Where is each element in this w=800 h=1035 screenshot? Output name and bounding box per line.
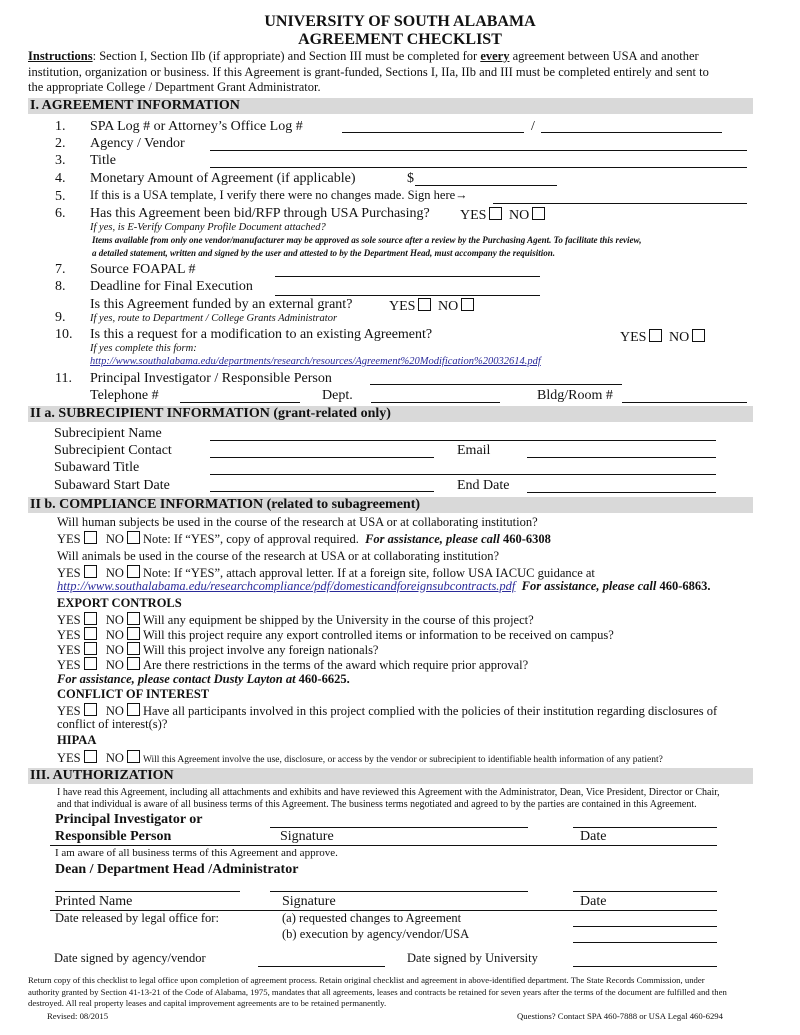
- dept-label: Dept.: [322, 388, 353, 403]
- pi-date-field[interactable]: [573, 827, 717, 828]
- external-grant-options: YES NO: [389, 298, 477, 314]
- yes-checkbox[interactable]: [418, 298, 431, 311]
- subaward-title-field[interactable]: [210, 474, 716, 475]
- monetary-label: Monetary Amount of Agreement (if applicable): [90, 171, 356, 186]
- subrecipient-contact-label: Subrecipient Contact: [54, 443, 172, 458]
- no-checkbox[interactable]: [127, 703, 140, 716]
- yes-checkbox[interactable]: [649, 329, 662, 342]
- pi-signer-label-2: Responsible Person: [55, 829, 172, 844]
- instructions-line-3: the appropriate College / Department Grant Administrator.: [28, 80, 321, 94]
- document-subtitle: AGREEMENT CHECKLIST: [298, 31, 502, 48]
- yes-checkbox[interactable]: [84, 703, 97, 716]
- sole-source-note-2: a detailed statement, written and signed by the user and attested to by the Department Head, must accompany the requisition.: [92, 248, 556, 258]
- university-signed-label: Date signed by University: [407, 951, 538, 965]
- no-checkbox[interactable]: [127, 750, 140, 763]
- export-q3: YES NO Will this project involve any foreign nationals?: [57, 643, 379, 657]
- item-number: 10.: [55, 327, 73, 342]
- pi-signer-label: Principal Investigator or: [55, 812, 203, 827]
- footer-text-2: authority granted by Section 41-13-21 of the Code of Alabama, 1975, mandates that all agreements, leases and contracts be retained for seven years after the terms of the document are fulfilled and then: [28, 987, 727, 997]
- telephone-label: Telephone #: [90, 388, 159, 403]
- no-checkbox[interactable]: [127, 642, 140, 655]
- footer-text-3: destroyed. All real property leases and capital improvement agreements are to be retained permanently.: [28, 998, 387, 1008]
- template-verify-label: If this is a USA template, I verify there were no changes made. Sign here→: [90, 188, 468, 202]
- authorization-text-2: and that individual is aware of all business terms of this Agreement. The business terms negotiated and agreed to by the parties are contained in this Agreement.: [57, 799, 697, 810]
- footer-text-1: Return copy of this checklist to legal office upon completion of agreement process. Retain original checklist and agreement in above-identified department. The State Records Commission, under: [28, 975, 705, 985]
- authorization-text-1: I have read this Agreement, including all attachments and exhibits and have reviewed this Agreement with the Administrator, Dean, Vice President, Director or Chair,: [57, 787, 720, 798]
- email-label: Email: [457, 443, 491, 458]
- monetary-field[interactable]: [415, 185, 557, 186]
- dept-field[interactable]: [371, 402, 500, 403]
- instructions-line-2: institution, organization or business. If this Agreement is grant-funded, Sections I, IIa, IIb and III must be completed entirely and sent to: [28, 65, 709, 79]
- released-option-b: (b) execution by agency/vendor/USA: [282, 927, 470, 941]
- title-field[interactable]: [210, 167, 747, 168]
- item-number: 8.: [55, 279, 66, 294]
- iacuc-line: http://www.southalabama.edu/researchcompliance/pdf/domesticandforeignsubcontracts.pdf For assistance, please call 460-6863.: [57, 579, 711, 593]
- title-label: Title: [90, 153, 116, 168]
- no-checkbox[interactable]: [127, 612, 140, 625]
- yes-checkbox[interactable]: [84, 612, 97, 625]
- item-number: 2.: [55, 136, 66, 151]
- no-checkbox[interactable]: [127, 657, 140, 670]
- subrecipient-name-label: Subrecipient Name: [54, 426, 162, 441]
- yes-checkbox[interactable]: [84, 642, 97, 655]
- foapal-field[interactable]: [275, 276, 540, 277]
- email-field[interactable]: [527, 457, 716, 458]
- date-label: Date: [580, 894, 607, 909]
- coi-question-cont: conflict of interest(s)?: [57, 717, 168, 731]
- grant-route-note: If yes, route to Department / College Grants Administrator: [90, 313, 338, 324]
- bldg-room-label: Bldg/Room #: [537, 388, 613, 403]
- released-a-date-field[interactable]: [573, 926, 717, 927]
- end-date-label: End Date: [457, 478, 510, 493]
- pi-label: Principal Investigator / Responsible Person: [90, 371, 332, 386]
- aware-text: I am aware of all business terms of this Agreement and approve.: [55, 847, 338, 859]
- dean-date-field[interactable]: [573, 891, 717, 892]
- signature-label: Signature: [280, 829, 334, 844]
- section-3-header: III. AUTHORIZATION: [28, 768, 753, 784]
- released-option-a: (a) requested changes to Agreement: [282, 911, 462, 925]
- dean-label: Dean / Department Head /Administrator: [55, 862, 299, 877]
- released-label: Date released by legal office for:: [55, 911, 219, 925]
- yes-checkbox[interactable]: [84, 657, 97, 670]
- export-q4: YES NO Are there restrictions in the terms of the award which require prior approval?: [57, 658, 529, 672]
- revised-date: Revised: 08/2015: [47, 1011, 109, 1021]
- instructions-line-1: Instructions: Section I, Section IIb (if appropriate) and Section III must be completed for every agreement between USA and another: [28, 49, 699, 63]
- export-q2: YES NO Will this project require any export controlled items or information to be received on campus?: [57, 628, 614, 642]
- sole-source-note-1: Items available from only one vendor/manufacturer may be approved as sole source after a review by the Purchasing Agent. To facilitate this review,: [92, 235, 642, 245]
- pi-field[interactable]: [370, 384, 622, 385]
- yes-checkbox[interactable]: [84, 750, 97, 763]
- date-label: Date: [580, 829, 607, 844]
- university-signed-field[interactable]: [573, 966, 717, 967]
- no-checkbox[interactable]: [127, 627, 140, 640]
- no-checkbox[interactable]: [532, 207, 545, 220]
- subrecipient-name-field[interactable]: [210, 440, 716, 441]
- section-2b-header: II b. COMPLIANCE INFORMATION (related to subagreement): [28, 497, 753, 513]
- export-q1: YES NO Will any equipment be shipped by the University in the course of this project?: [57, 613, 534, 627]
- human-subjects-options: YES NO Note: If “YES”, copy of approval required. For assistance, please call 460-6308: [57, 532, 551, 546]
- no-checkbox[interactable]: [127, 565, 140, 578]
- signature-label: Signature: [282, 894, 336, 909]
- subrecipient-contact-field[interactable]: [210, 457, 434, 458]
- bid-rfp-options: YES NO: [460, 207, 548, 223]
- yes-checkbox[interactable]: [489, 207, 502, 220]
- item-number: 4.: [55, 171, 66, 186]
- coi-question: YES NO Have all participants involved in this project complied with the policies of their institution regarding disclosures of: [57, 704, 718, 718]
- modification-note: If yes complete this form:: [90, 343, 197, 354]
- item-number: 3.: [55, 153, 66, 168]
- animals-options: YES NO Note: If “YES”, attach approval letter. If at a foreign site, follow USA IACUC guidance at: [57, 566, 595, 580]
- foapal-label: Source FOAPAL #: [90, 262, 196, 277]
- no-checkbox[interactable]: [461, 298, 474, 311]
- bldg-room-field[interactable]: [622, 402, 747, 403]
- deadline-field[interactable]: [275, 295, 540, 296]
- contact-info: Questions? Contact SPA 460-7888 or USA Legal 460-6294: [517, 1011, 723, 1021]
- animals-question: Will animals be used in the course of the research at USA or at collaborating institution?: [57, 549, 500, 563]
- agency-signed-label: Date signed by agency/vendor: [54, 951, 206, 965]
- dean-signature-field[interactable]: [270, 891, 528, 892]
- hipaa-question: YES NO Will this Agreement involve the use, disclosure, or access by the vendor or subrecipient to identifiable health information of any patient?: [57, 751, 663, 765]
- agency-label: Agency / Vendor: [90, 136, 185, 151]
- item-number: 11.: [55, 371, 72, 386]
- modification-form-link[interactable]: http://www.southalabama.edu/departments/research/resources/Agreement%20Modification%20032614.pdf: [90, 356, 541, 367]
- bid-rfp-label: Has this Agreement been bid/RFP through USA Purchasing?: [90, 206, 430, 221]
- template-sign-field[interactable]: [493, 203, 747, 204]
- attorney-log-field[interactable]: [541, 132, 722, 133]
- end-date-field[interactable]: [527, 492, 716, 493]
- external-grant-label: Is this Agreement funded by an external grant?: [90, 297, 353, 312]
- item-number: 7.: [55, 262, 66, 277]
- modification-options: YES NO: [620, 329, 708, 345]
- spa-log-field[interactable]: [342, 132, 524, 133]
- iacuc-link[interactable]: http://www.southalabama.edu/researchcompliance/pdf/domesticandforeignsubcontracts.pdf: [57, 579, 516, 593]
- item-number: 6.: [55, 206, 66, 221]
- document-title: UNIVERSITY OF SOUTH ALABAMA: [264, 13, 536, 30]
- no-checkbox[interactable]: [127, 531, 140, 544]
- modification-label: Is this a request for a modification to an existing Agreement?: [90, 327, 433, 342]
- section-1-header: I. AGREEMENT INFORMATION: [28, 98, 753, 114]
- agency-signed-field[interactable]: [258, 966, 385, 967]
- divider: [50, 845, 717, 846]
- everify-note: If yes, is E-Verify Company Profile Document attached?: [90, 222, 326, 233]
- dollar-sign: $: [407, 171, 414, 186]
- deadline-label: Deadline for Final Execution: [90, 279, 253, 294]
- item-number: 5.: [55, 189, 66, 204]
- coi-heading: CONFLICT OF INTEREST: [57, 687, 210, 701]
- printed-name-field[interactable]: [55, 891, 240, 892]
- human-subjects-question: Will human subjects be used in the course of the research at USA or at collaborating institution?: [57, 515, 538, 529]
- yes-checkbox[interactable]: [84, 627, 97, 640]
- pi-signature-field[interactable]: [270, 827, 528, 828]
- export-controls-heading: EXPORT CONTROLS: [57, 596, 182, 610]
- subaward-start-label: Subaward Start Date: [54, 478, 170, 493]
- yes-checkbox[interactable]: [84, 531, 97, 544]
- released-b-date-field[interactable]: [573, 942, 717, 943]
- item-number: 9.: [55, 310, 66, 325]
- slash: /: [531, 119, 535, 134]
- export-assist: For assistance, please contact Dusty Layton at 460-6625.: [57, 672, 350, 686]
- subaward-title-label: Subaward Title: [54, 460, 140, 475]
- telephone-field[interactable]: [180, 402, 300, 403]
- hipaa-heading: HIPAA: [57, 733, 97, 747]
- agency-field[interactable]: [210, 150, 747, 151]
- spa-log-label: SPA Log # or Attorney’s Office Log #: [90, 119, 303, 134]
- section-2a-header: II a. SUBRECIPIENT INFORMATION (grant-related only): [28, 406, 753, 422]
- item-number: 1.: [55, 119, 66, 134]
- yes-checkbox[interactable]: [84, 565, 97, 578]
- printed-name-label: Printed Name: [55, 894, 133, 909]
- subaward-start-field[interactable]: [210, 491, 434, 492]
- no-checkbox[interactable]: [692, 329, 705, 342]
